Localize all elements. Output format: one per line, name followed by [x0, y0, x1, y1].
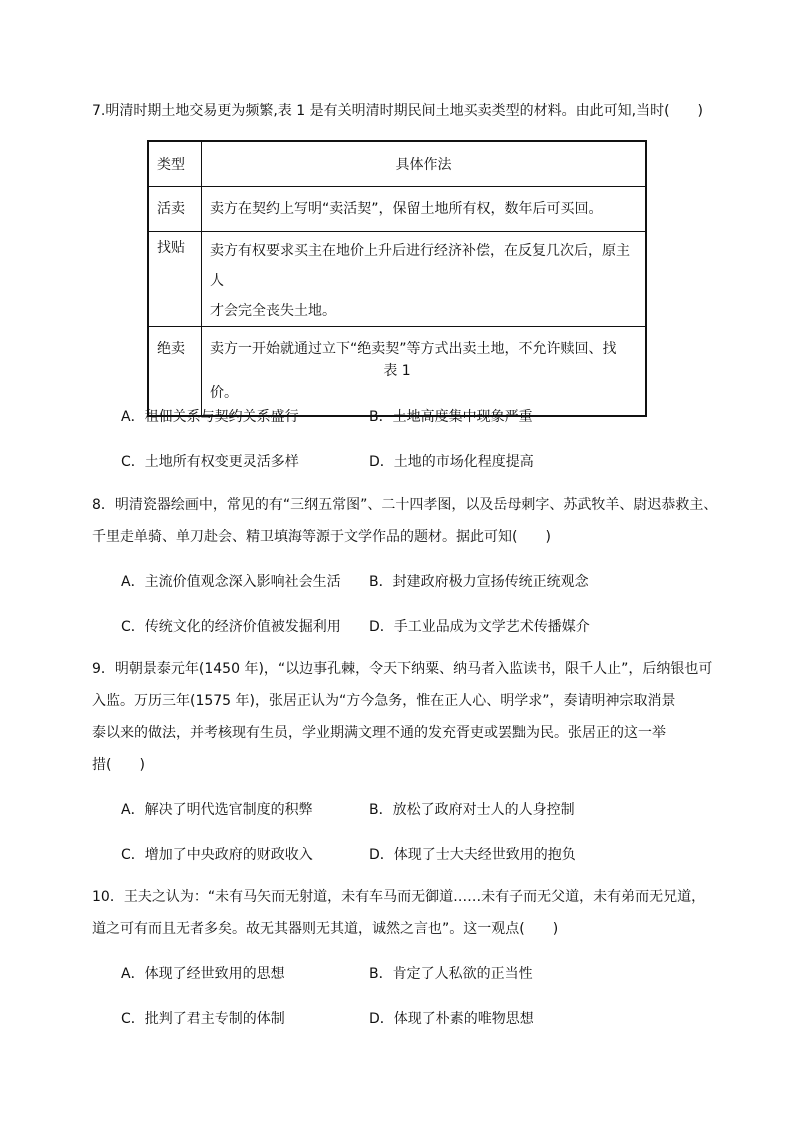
table-cell-type: 找贴 — [148, 232, 202, 327]
question-10-line: 10．王夫之认为：“未有马矢而无射道，未有车马而无御道……未有子而无父道，未有弟而无兄道， — [92, 889, 706, 905]
option-d[interactable]: D．体现了士大夫经世致用的抱负 — [369, 847, 576, 863]
table-header-type: 类型 — [148, 141, 202, 187]
table-cell-type: 活卖 — [148, 187, 202, 232]
question-9-line: 入监。万历三年(1575 年)，张居正认为“方今急务，惟在正人心、明学求”，奏请明神宗取消景 — [92, 693, 676, 709]
question-9 — [92, 653, 712, 781]
question-10 — [92, 881, 712, 945]
table-header-method: 具体作法 — [202, 141, 647, 187]
option-a[interactable]: A．体现了经世致用的思想 — [121, 966, 285, 982]
option-b[interactable]: B．肯定了人私欲的正当性 — [369, 966, 533, 982]
option-c[interactable]: C．批判了君主专制的体制 — [121, 1011, 285, 1027]
question-8-line: 8．明清瓷器绘画中，常见的有“三纲五常图”、二十四孝图，以及岳母刺字、苏武牧羊、尉迟恭救主、 — [92, 497, 718, 513]
question-7-stem: 7.明清时期土地交易更为频繁,表 1 是有关明清时期民间土地买卖类型的材料。由此可知,当时( ) — [92, 103, 703, 119]
option-c[interactable]: C．增加了中央政府的财政收入 — [121, 847, 313, 863]
option-b[interactable]: B．放松了政府对士人的人身控制 — [369, 802, 575, 818]
question-9-line: 9．明朝景泰元年(1450 年)，“以边事孔棘，令天下纳粟、纳马者入监读书，限千人止”，后纳银也可 — [92, 661, 713, 677]
table-cell-desc-line: 卖方有权要求买主在地价上升后进行经济补偿，在反复几次后，原主人 — [210, 243, 630, 289]
table-row — [148, 232, 646, 327]
question-7 — [92, 95, 712, 127]
option-a[interactable]: A．租佃关系与契约关系盛行 — [121, 409, 299, 425]
option-a[interactable]: A．解决了明代选官制度的积弊 — [121, 802, 313, 818]
table-cell-type: 绝卖 — [148, 327, 202, 417]
question-9-line: 措( ) — [92, 757, 145, 773]
option-c[interactable]: C．土地所有权变更灵活多样 — [121, 454, 299, 470]
option-c[interactable]: C．传统文化的经济价值被发掘利用 — [121, 619, 341, 635]
option-d[interactable]: D．土地的市场化程度提高 — [369, 454, 534, 470]
table-cell-desc: 卖方在契约上写明“卖活契”，保留土地所有权，数年后可买回。 — [202, 187, 647, 232]
option-b[interactable]: B．封建政府极力宣扬传统正统观念 — [369, 574, 589, 590]
table-row — [148, 187, 646, 232]
option-b[interactable]: B．土地高度集中现象严重 — [369, 409, 533, 425]
table-cell-desc: 卖方一开始就通过立下“绝卖契”等方式出卖土地，不允许赎回、找价。 — [202, 327, 647, 417]
table-cell-desc — [202, 232, 647, 327]
question-9-line: 泰以来的做法，并考核现有生员，学业期满文理不通的发充胥吏或罢黜为民。张居正的这一举 — [92, 725, 666, 741]
option-a[interactable]: A．主流价值观念深入影响社会生活 — [121, 574, 341, 590]
question-10-line: 道之可有而且无者多矣。故无其器则无其道，诚然之言也”。这一观点( ) — [92, 921, 559, 937]
table-cell-desc-line: 才会完全丧失土地。 — [210, 303, 336, 319]
question-8 — [92, 489, 718, 553]
table-caption: 表 1 — [383, 363, 411, 379]
option-d[interactable]: D．体现了朴素的唯物思想 — [369, 1011, 534, 1027]
question-8-line: 千里走单骑、单刀赴会、精卫填海等源于文学作品的题材。据此可知( ) — [92, 529, 551, 545]
table-header-row — [148, 141, 646, 187]
option-d[interactable]: D．手工业品成为文学艺术传播媒介 — [369, 619, 590, 635]
